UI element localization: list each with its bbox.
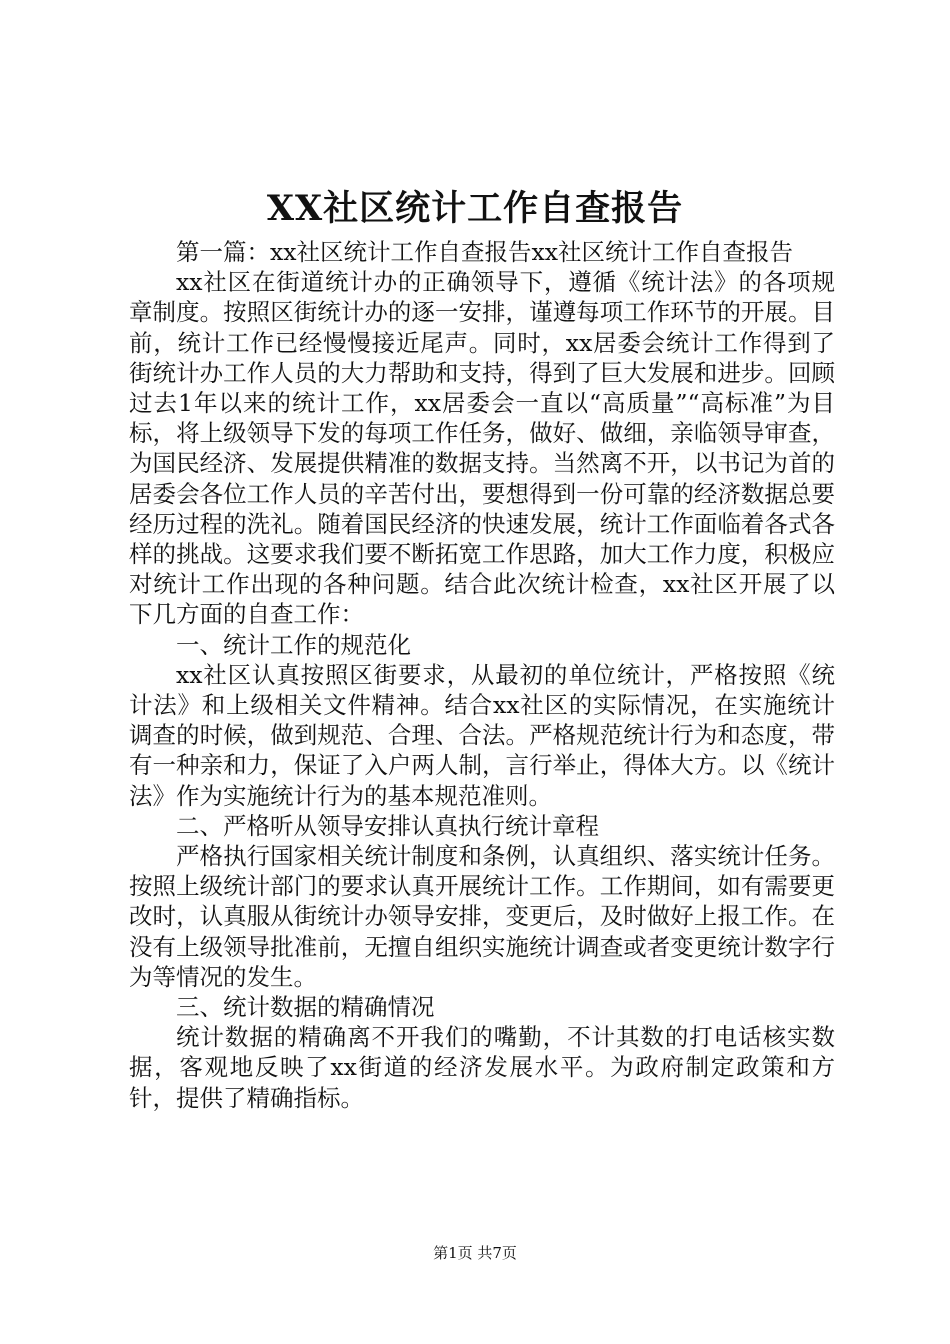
page-number-footer: 第1页 共7页: [433, 1244, 517, 1262]
document-title: XX社区统计工作自查报告: [266, 188, 684, 229]
paragraph-section-3: 统计数据的精确离不开我们的嘴勤，不计其数的打电话核实数据，客观地反映了xx街道的经济发展水平。为政府制定政策和方针，提供了精确指标。: [129, 1023, 835, 1112]
paragraph-section-2: 严格执行国家相关统计制度和条例，认真组织、落实统计任务。按照上级统计部门的要求认真开展统计工作。工作期间，如有需要更改时，认真服从街统计办领导安排，变更后，及时做好上报工作。在没有上级领导批准前，无擅自组织实施统计调查或者变更统计数字行为等情况的发生。: [129, 842, 835, 991]
paragraph-intro: 第一篇：xx社区统计工作自查报告xx社区统计工作自查报告: [176, 238, 794, 266]
section-heading-3: 三、统计数据的精确情况: [176, 993, 435, 1022]
section-heading-1: 一、统计工作的规范化: [176, 630, 411, 659]
document-body: [129, 237, 835, 1113]
paragraph-section-1: xx社区认真按照区街要求，从最初的单位统计，严格按照《统计法》和上级相关文件精神。结合xx社区的实际情况，在实施统计调查的时候，做到规范、合理、合法。严格规范统计行为和态度，带有一种亲和力，保证了入户两人制，言行举止，得体大方。以《统计法》作为实施统计行为的基本规范准则。: [129, 660, 835, 810]
section-heading-2: 二、严格听从领导安排认真执行统计章程: [176, 811, 599, 840]
paragraph-overview: xx社区在街道统计办的正确领导下，遵循《统计法》的各项规章制度。按照区街统计办的逐一安排，谨遵每项工作环节的开展。目前，统计工作已经慢慢接近尾声。同时，xx居委会统计工作得到了街统计办工作人员的大力帮助和支持，得到了巨大发展和进步。回顾过去1年以来的统计工作，xx居委会一直以“高质量”“高标准”为目标，将上级领导下发的每项工作任务，做好、做细，亲临领导审查，为国民经济、发展提供精准的数据支持。当然离不开，以书记为首的居委会各位工作人员的辛苦付出，要想得到一份可靠的经济数据总要经历过程的洗礼。随着国民经济的快速发展，统计工作面临着各式各样的挑战。这要求我们要不断拓宽工作思路，加大工作力度，积极应对统计工作出现的各种问题。结合此次统计检查，xx社区开展了以下几方面的自查工作：: [129, 268, 835, 629]
